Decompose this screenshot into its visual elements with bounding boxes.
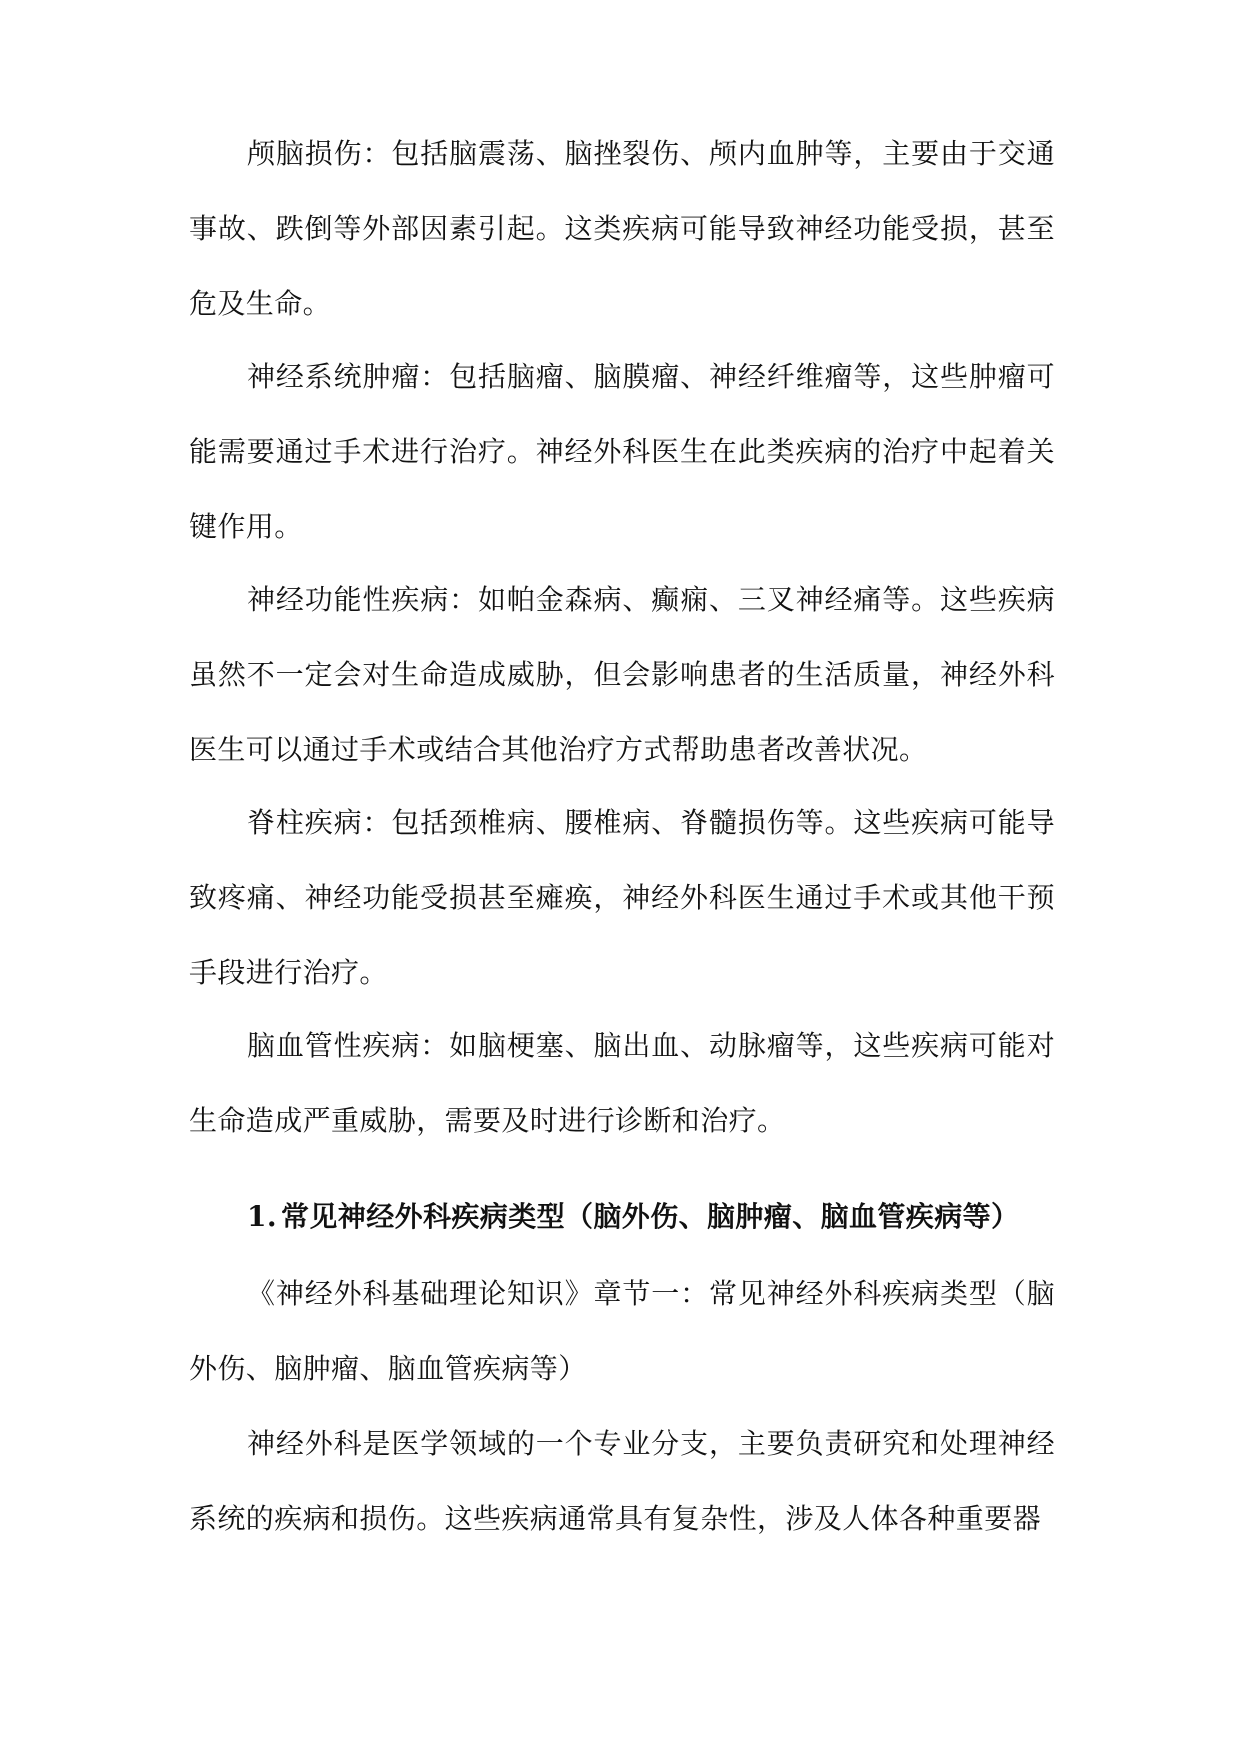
section-heading-title: 常见神经外科疾病类型（脑外伤、脑肿瘤、脑血管疾病等）	[281, 1200, 1020, 1233]
section-heading	[247, 1179, 1055, 1254]
paragraph-functional-disease: 神经功能性疾病：如帕金森病、癫痫、三叉神经痛等。这些疾病虽然不一定会对生命造成威胁，但会影响患者的生活质量，神经外科医生可以通过手术或结合其他治疗方式帮助患者改善状况。	[189, 583, 1055, 766]
paragraph-cerebrovascular-disease: 脑血管性疾病：如脑梗塞、脑出血、动脉瘤等，这些疾病可能对生命造成严重威胁，需要及时进行诊断和治疗。	[189, 1029, 1055, 1137]
paragraph-chapter-intro: 《神经外科基础理论知识》章节一：常见神经外科疾病类型（脑外伤、脑肿瘤、脑血管疾病等）	[189, 1277, 1055, 1385]
paragraph-nervous-system-tumor: 神经系统肿瘤：包括脑瘤、脑膜瘤、神经纤维瘤等，这些肿瘤可能需要通过手术进行治疗。神经外科医生在此类疾病的治疗中起着关键作用。	[189, 360, 1055, 543]
section-heading-number: 1.	[247, 1200, 278, 1233]
paragraph-spinal-disease: 脊柱疾病：包括颈椎病、腰椎病、脊髓损伤等。这些疾病可能导致疼痛、神经功能受损甚至瘫痪，神经外科医生通过手术或其他干预手段进行治疗。	[189, 806, 1055, 989]
paragraph-neurosurgery-definition: 神经外科是医学领域的一个专业分支，主要负责研究和处理神经系统的疾病和损伤。这些疾病通常具有复杂性，涉及人体各种重要器	[189, 1427, 1055, 1535]
paragraph-craniocerebral-injury: 颅脑损伤：包括脑震荡、脑挫裂伤、颅内血肿等，主要由于交通事故、跌倒等外部因素引起。这类疾病可能导致神经功能受损，甚至危及生命。	[189, 137, 1055, 320]
